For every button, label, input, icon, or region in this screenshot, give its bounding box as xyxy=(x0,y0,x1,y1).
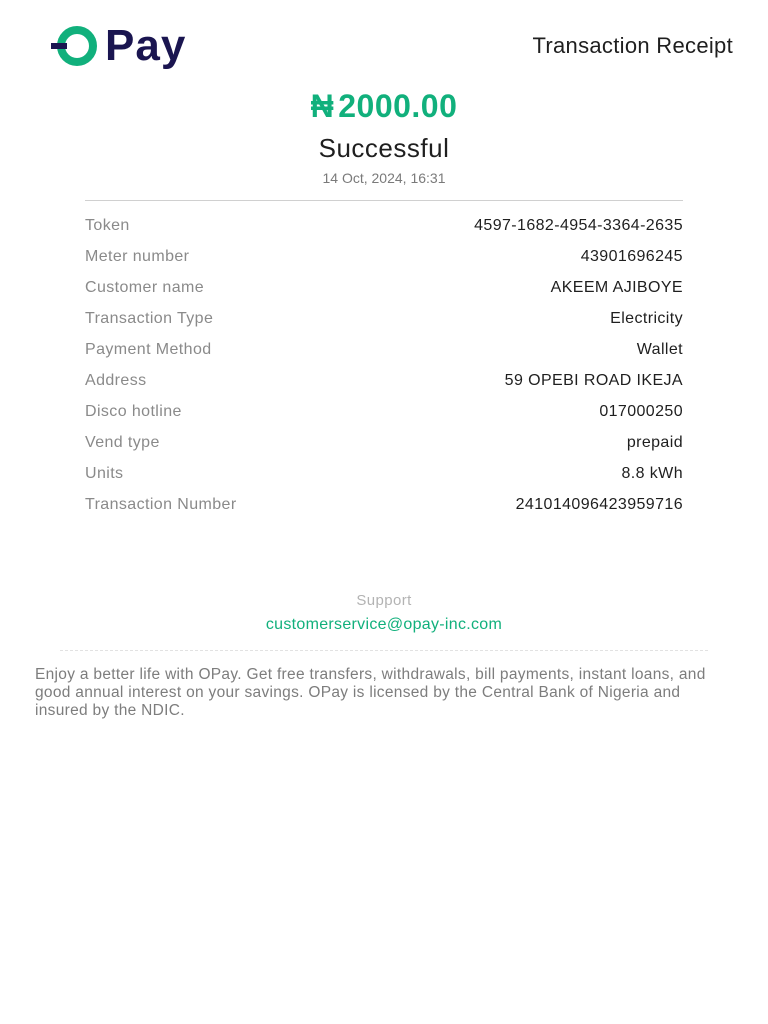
status-text: Successful xyxy=(318,133,450,163)
currency-symbol: ₦ xyxy=(310,88,335,124)
receipt-header xyxy=(0,0,768,90)
detail-value: Wallet xyxy=(636,340,683,358)
detail-label: Address xyxy=(85,371,147,389)
page-title: Transaction Receipt xyxy=(532,33,733,58)
detail-label: Units xyxy=(85,464,124,482)
detail-label: Meter number xyxy=(85,247,190,265)
detail-label: Transaction Number xyxy=(85,495,237,513)
detail-row-payment-method xyxy=(85,334,683,365)
detail-row-token xyxy=(85,210,683,241)
detail-row-address xyxy=(85,365,683,396)
detail-value: 241014096423959716 xyxy=(515,495,683,513)
support-email-link[interactable]: customerservice@opay-inc.com xyxy=(265,616,503,633)
detail-label: Token xyxy=(85,216,130,234)
details-list xyxy=(85,210,683,520)
detail-value: 8.8 kWh xyxy=(621,464,683,482)
detail-label: Customer name xyxy=(85,278,205,296)
amount-block xyxy=(0,88,768,125)
opay-logo xyxy=(51,21,187,70)
detail-row-vend-type xyxy=(85,427,683,458)
detail-value: Electricity xyxy=(610,309,683,327)
support-label: Support xyxy=(356,592,412,609)
divider xyxy=(85,200,683,201)
opay-o-logo-icon xyxy=(51,26,103,66)
amount-value: 2000.00 xyxy=(338,88,458,124)
detail-value: 4597-1682-4954-3364-2635 xyxy=(474,216,683,234)
detail-row-units xyxy=(85,458,683,489)
detail-label: Vend type xyxy=(85,433,160,451)
transaction-amount xyxy=(311,88,458,125)
footer-disclaimer: Enjoy a better life with OPay. Get free transfers, withdrawals, bill payments, instant loans, and good annual interest on your savings. OPay is licensed by the Central Bank of Nigeria and insured by the NDIC. xyxy=(35,666,706,719)
detail-value: 43901696245 xyxy=(580,247,683,265)
logo-wordmark: Pay xyxy=(105,21,187,70)
detail-row-transaction-number xyxy=(85,489,683,520)
dashed-divider xyxy=(60,650,708,651)
detail-value: prepaid xyxy=(626,433,683,451)
detail-row-meter-number xyxy=(85,241,683,272)
detail-label: Disco hotline xyxy=(85,402,182,420)
detail-value: 017000250 xyxy=(599,402,683,420)
detail-value: 59 OPEBI ROAD IKEJA xyxy=(504,371,683,389)
detail-label: Transaction Type xyxy=(85,309,214,327)
detail-row-customer-name xyxy=(85,272,683,303)
detail-row-transaction-type xyxy=(85,303,683,334)
detail-row-disco-hotline xyxy=(85,396,683,427)
transaction-datetime: 14 Oct, 2024, 16:31 xyxy=(322,170,446,186)
detail-label: Payment Method xyxy=(85,340,212,358)
detail-value: AKEEM AJIBOYE xyxy=(550,278,683,296)
